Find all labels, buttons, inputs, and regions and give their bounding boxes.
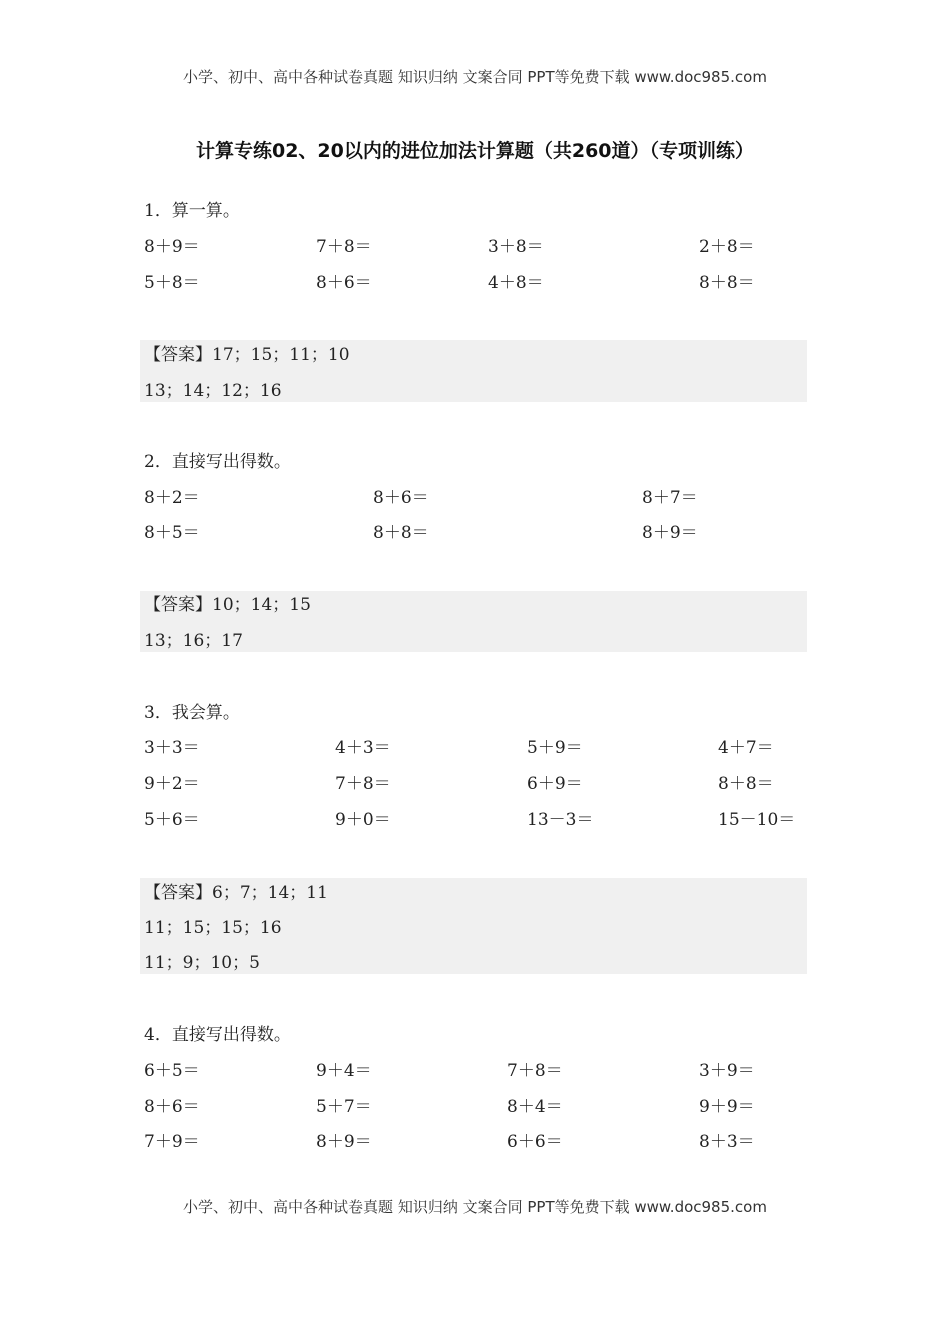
problem: 7＋8＝: [507, 1061, 563, 1081]
problem: 5＋8＝: [144, 273, 200, 293]
problem: 7＋8＝: [335, 774, 391, 794]
problem: 9＋9＝: [699, 1097, 755, 1117]
answer-line: 【答案】6；7；14；11: [144, 883, 328, 903]
problem: 8＋9＝: [144, 237, 200, 257]
answer-line: 【答案】17；15；11；10: [144, 345, 350, 365]
problem: 8＋3＝: [699, 1132, 755, 1152]
problem: 3＋9＝: [699, 1061, 755, 1081]
problem: 5＋7＝: [316, 1097, 372, 1117]
problem: 8＋8＝: [718, 774, 774, 794]
problem: 2＋8＝: [699, 237, 755, 257]
answer-line: 【答案】10；14；15: [144, 595, 311, 615]
problem: 3＋3＝: [144, 738, 200, 758]
problem: 9＋2＝: [144, 774, 200, 794]
answer-line: 11；9；10；5: [144, 953, 260, 973]
problem: 8＋6＝: [144, 1097, 200, 1117]
worksheet-title: 计算专练02、20以内的进位加法计算题（共260道）（专项训练）: [195, 140, 755, 162]
problem: 6＋5＝: [144, 1061, 200, 1081]
problem: 8＋5＝: [144, 523, 200, 543]
problem: 3＋8＝: [488, 237, 544, 257]
answer-box-1: [140, 340, 807, 402]
problem: 7＋8＝: [316, 237, 372, 257]
problem: 8＋4＝: [507, 1097, 563, 1117]
problem: 8＋2＝: [144, 488, 200, 508]
problem: 4＋3＝: [335, 738, 391, 758]
problem: 8＋7＝: [642, 488, 698, 508]
answer-box-3: [140, 878, 807, 974]
problem: 6＋6＝: [507, 1132, 563, 1152]
question-3-heading: 3．我会算。: [144, 703, 240, 723]
problem: 8＋8＝: [699, 273, 755, 293]
answer-line: 11；15；15；16: [144, 918, 282, 938]
problem: 9＋0＝: [335, 810, 391, 830]
problem: 5＋6＝: [144, 810, 200, 830]
problem: 4＋7＝: [718, 738, 774, 758]
problem: 15－10＝: [718, 810, 796, 830]
question-4-heading: 4．直接写出得数。: [144, 1025, 291, 1045]
problem: 8＋9＝: [642, 523, 698, 543]
question-1-heading: 1．算一算。: [144, 201, 240, 221]
page-footer: 小学、初中、高中各种试卷真题 知识归纳 文案合同 PPT等免费下载 www.doc985.com: [183, 1198, 767, 1216]
problem: 13－3＝: [527, 810, 594, 830]
answer-box-2: [140, 591, 807, 652]
page-header: 小学、初中、高中各种试卷真题 知识归纳 文案合同 PPT等免费下载 www.doc985.com: [183, 68, 767, 86]
problem: 8＋6＝: [316, 273, 372, 293]
problem: 8＋9＝: [316, 1132, 372, 1152]
question-2-heading: 2．直接写出得数。: [144, 452, 291, 472]
problem: 4＋8＝: [488, 273, 544, 293]
problem: 5＋9＝: [527, 738, 583, 758]
problem: 8＋6＝: [373, 488, 429, 508]
problem: 6＋9＝: [527, 774, 583, 794]
problem: 7＋9＝: [144, 1132, 200, 1152]
answer-line: 13；14；12；16: [144, 381, 282, 401]
problem: 8＋8＝: [373, 523, 429, 543]
answer-line: 13；16；17: [144, 631, 243, 651]
problem: 9＋4＝: [316, 1061, 372, 1081]
